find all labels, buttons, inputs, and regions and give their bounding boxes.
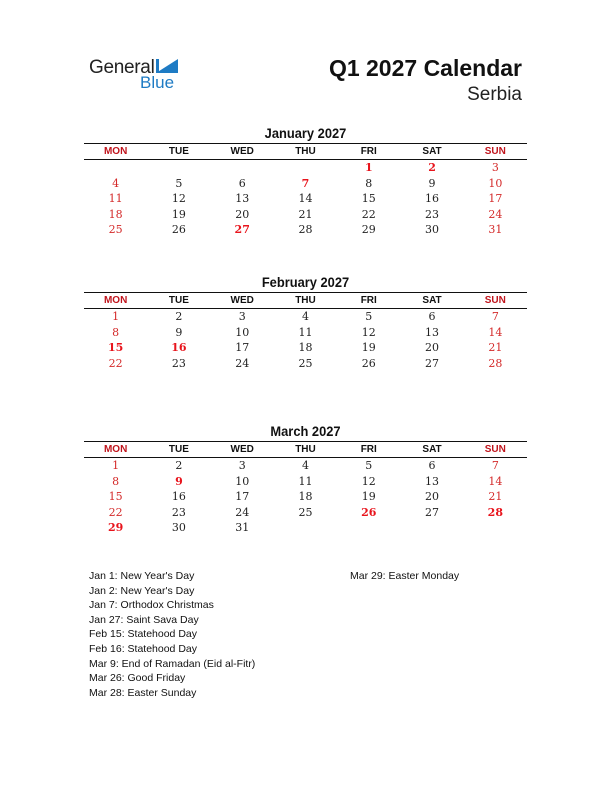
month-february — [84, 272, 527, 371]
day-cell: 25 — [108, 223, 123, 237]
weekday-thu: THU — [295, 444, 316, 455]
weekday-header-row — [84, 441, 527, 458]
week-row — [84, 458, 527, 474]
weekday-tue: TUE — [168, 146, 189, 157]
holiday-day-cell: 1 — [364, 161, 373, 175]
country-subtitle: Serbia — [467, 84, 522, 105]
day-cell: 31 — [488, 223, 503, 237]
weekday-sun: SUN — [484, 295, 506, 306]
day-cell: 10 — [235, 325, 250, 339]
day-cell: 30 — [171, 521, 186, 535]
day-cell: 21 — [488, 490, 503, 504]
week-row — [84, 176, 527, 192]
day-cell: 5 — [175, 176, 183, 190]
weekday-header-row — [84, 292, 527, 309]
week-row — [84, 474, 527, 490]
holiday-day-cell: 28 — [487, 505, 503, 519]
day-cell: 24 — [235, 356, 250, 370]
generalblue-logo — [89, 55, 199, 95]
day-cell: 20 — [425, 490, 440, 504]
day-cell: 6 — [428, 310, 436, 324]
weekday-sun: SUN — [484, 146, 506, 157]
day-cell: 25 — [298, 505, 313, 519]
day-cell: 7 — [491, 459, 499, 473]
day-cell: 9 — [175, 325, 183, 339]
holiday-day-cell: 9 — [175, 474, 183, 488]
month-march — [84, 421, 527, 536]
day-cell: 8 — [112, 474, 120, 488]
day-cell: 3 — [238, 310, 246, 324]
day-cell: 12 — [171, 192, 186, 206]
weekday-tue: TUE — [168, 444, 189, 455]
week-row — [84, 207, 527, 223]
holiday-entry: Mar 9: End of Ramadan (Eid al-Fitr) — [89, 657, 256, 670]
weekday-sun: SUN — [484, 444, 506, 455]
day-cell: 18 — [298, 490, 313, 504]
logo-text-blue: Blue — [140, 73, 175, 92]
day-cell: 3 — [238, 459, 246, 473]
day-cell: 12 — [361, 474, 376, 488]
day-cell: 31 — [235, 521, 250, 535]
day-cell: 15 — [108, 490, 123, 504]
day-cell: 20 — [425, 341, 440, 355]
day-cell: 11 — [298, 325, 313, 339]
holiday-list-column-2 — [350, 569, 459, 584]
day-cell: 22 — [361, 207, 376, 221]
logo-text-general: General — [89, 57, 155, 78]
weekday-thu: THU — [295, 146, 316, 157]
day-cell: 6 — [428, 459, 436, 473]
holiday-entry: Jan 1: New Year's Day — [89, 570, 195, 582]
holiday-day-cell: 26 — [361, 505, 377, 519]
day-cell: 14 — [298, 192, 313, 206]
holiday-entry: Jan 2: New Year's Day — [89, 584, 195, 597]
day-cell: 23 — [171, 356, 186, 370]
weekday-tue: TUE — [168, 295, 189, 306]
week-row — [84, 356, 527, 372]
week-row — [84, 520, 527, 536]
day-cell: 1 — [112, 459, 120, 473]
day-cell: 29 — [361, 223, 376, 237]
day-cell: 22 — [108, 356, 123, 370]
holiday-day-cell: 2 — [428, 161, 436, 175]
weekday-sat: SAT — [422, 444, 442, 455]
day-cell: 14 — [488, 474, 503, 488]
day-cell: 3 — [491, 161, 499, 175]
day-cell: 13 — [425, 325, 440, 339]
day-cell: 10 — [488, 176, 503, 190]
holiday-entry: Mar 29: Easter Monday — [350, 570, 460, 582]
triangle-flag-icon-shape — [156, 59, 178, 73]
day-cell: 23 — [171, 505, 186, 519]
week-row — [84, 160, 527, 176]
day-cell: 1 — [112, 310, 120, 324]
day-cell: 19 — [361, 490, 376, 504]
holiday-day-cell: 7 — [301, 176, 310, 190]
day-cell: 4 — [301, 459, 309, 473]
weekday-mon: MON — [103, 146, 128, 157]
day-cell: 18 — [298, 341, 313, 355]
weekday-fri: FRI — [360, 444, 377, 455]
week-row — [84, 309, 527, 325]
holiday-entry: Jan 7: Orthodox Christmas — [89, 599, 214, 612]
day-cell: 8 — [112, 325, 120, 339]
day-cell: 17 — [235, 341, 250, 355]
holiday-day-cell: 16 — [171, 341, 187, 355]
day-cell: 13 — [425, 474, 440, 488]
day-cell: 17 — [235, 490, 250, 504]
day-cell: 27 — [425, 356, 440, 370]
week-row — [84, 325, 527, 341]
week-row — [84, 340, 527, 356]
weekday-fri: FRI — [360, 295, 377, 306]
day-cell: 11 — [298, 474, 313, 488]
week-row — [84, 505, 527, 521]
day-cell: 26 — [361, 356, 376, 370]
day-cell: 11 — [108, 192, 123, 206]
weekday-sat: SAT — [422, 146, 442, 157]
day-cell: 18 — [108, 207, 123, 221]
month-title: January 2027 — [264, 125, 347, 141]
weekday-mon: MON — [103, 444, 128, 455]
holiday-entry: Mar 28: Easter Sunday — [89, 686, 197, 699]
holiday-day-cell: 27 — [234, 223, 250, 237]
day-cell: 25 — [298, 356, 313, 370]
day-cell: 24 — [488, 207, 503, 221]
day-cell: 2 — [175, 459, 183, 473]
holiday-entry: Feb 16: Statehood Day — [89, 642, 197, 655]
weekday-sat: SAT — [422, 295, 442, 306]
day-cell: 16 — [171, 490, 186, 504]
day-cell: 9 — [428, 176, 436, 190]
week-row — [84, 191, 527, 207]
day-cell: 15 — [361, 192, 376, 206]
week-row — [84, 222, 527, 238]
day-cell: 5 — [365, 310, 373, 324]
day-cell: 26 — [171, 223, 186, 237]
day-cell: 2 — [175, 310, 183, 324]
day-cell: 22 — [108, 505, 123, 519]
weekday-header-row — [84, 143, 527, 160]
day-cell: 19 — [361, 341, 376, 355]
month-title: February 2027 — [261, 274, 350, 290]
day-cell: 24 — [235, 505, 250, 519]
day-cell: 4 — [112, 176, 120, 190]
month-january — [84, 123, 527, 238]
holiday-entry: Mar 26: Good Friday — [89, 672, 186, 685]
week-row — [84, 489, 527, 505]
day-cell: 13 — [235, 192, 250, 206]
holiday-day-cell: 29 — [107, 521, 124, 535]
weekday-fri: FRI — [360, 146, 377, 157]
weekday-wed: WED — [230, 295, 254, 306]
day-cell: 27 — [425, 505, 440, 519]
day-cell: 4 — [301, 310, 309, 324]
weekday-wed: WED — [230, 444, 254, 455]
day-cell: 12 — [361, 325, 376, 339]
day-cell: 30 — [425, 223, 440, 237]
day-cell: 20 — [235, 207, 250, 221]
day-cell: 16 — [425, 192, 440, 206]
day-cell: 14 — [488, 325, 503, 339]
page-title: Q1 2027 Calendar — [328, 55, 522, 81]
weekday-mon: MON — [103, 295, 128, 306]
month-title: March 2027 — [270, 423, 341, 439]
weekday-wed: WED — [230, 146, 254, 157]
holiday-day-cell: 15 — [107, 341, 124, 355]
day-cell: 17 — [488, 192, 503, 206]
day-cell: 28 — [298, 223, 313, 237]
day-cell: 5 — [365, 459, 373, 473]
holiday-entry: Jan 27: Saint Sava Day — [89, 613, 199, 626]
day-cell: 19 — [171, 207, 186, 221]
holiday-list-column-1 — [89, 569, 255, 700]
day-cell: 21 — [488, 341, 503, 355]
day-cell: 8 — [365, 176, 373, 190]
holiday-entry: Feb 15: Statehood Day — [89, 628, 197, 641]
day-cell: 28 — [488, 356, 503, 370]
weekday-thu: THU — [295, 295, 316, 306]
day-cell: 10 — [235, 474, 250, 488]
day-cell: 6 — [238, 176, 246, 190]
day-cell: 7 — [491, 310, 499, 324]
day-cell: 23 — [425, 207, 440, 221]
day-cell: 21 — [298, 207, 313, 221]
